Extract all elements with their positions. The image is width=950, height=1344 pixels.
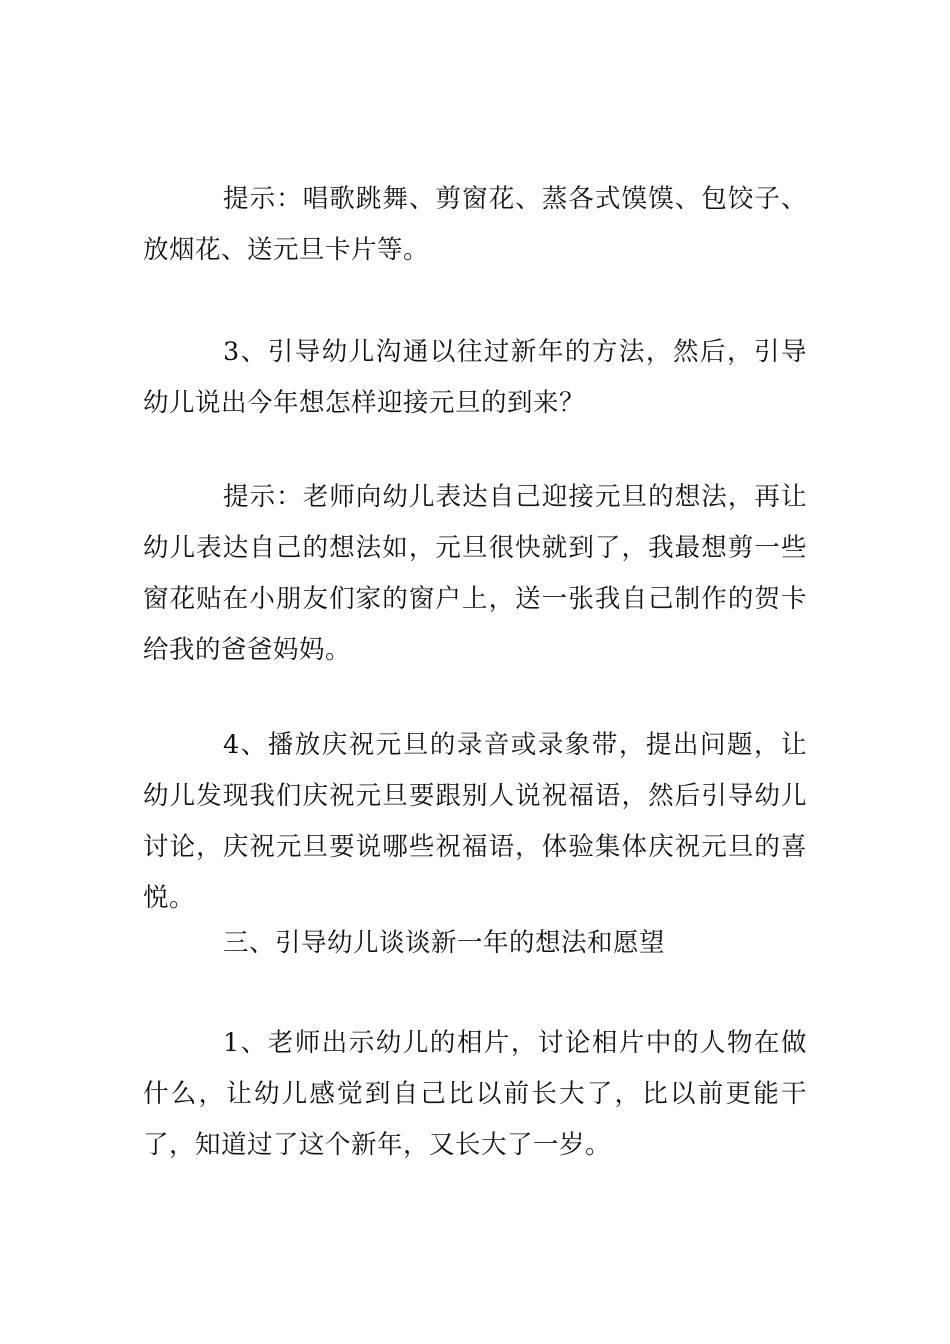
paragraph-step-1: 1、老师出示幼儿的相片，讨论相片中的人物在做什么，让幼儿感觉到自己比以前长大了，比以前更能干了，知道过了这个新年，又长大了一岁。 [143, 1028, 807, 1160]
paragraph-tips-teacher: 提示：老师向幼儿表达自己迎接元旦的想法，再让幼儿表达自己的想法如，元旦很快就到了，我最想剪一些窗花贴在小朋友们家的窗户上，送一张我自己制作的贺卡给我的爸爸妈妈。 [143, 482, 807, 665]
section-heading-three: 三、引导幼儿谈谈新一年的想法和愿望 [223, 928, 666, 958]
paragraph-tips-activities: 提示：唱歌跳舞、剪窗花、蒸各式馍馍、包饺子、放烟花、送元旦卡片等。 [143, 184, 807, 265]
paragraph-step-3: 3、引导幼儿沟通以往过新年的方法，然后，引导幼儿说出今年想怎样迎接元旦的到来？ [143, 337, 807, 418]
paragraph-step-4: 4、播放庆祝元旦的录音或录象带，提出问题，让幼儿发现我们庆祝元旦要跟别人说祝福语，然后引导幼儿讨论，庆祝元旦要说哪些祝福语，体验集体庆祝元旦的喜悦。 [143, 730, 807, 913]
